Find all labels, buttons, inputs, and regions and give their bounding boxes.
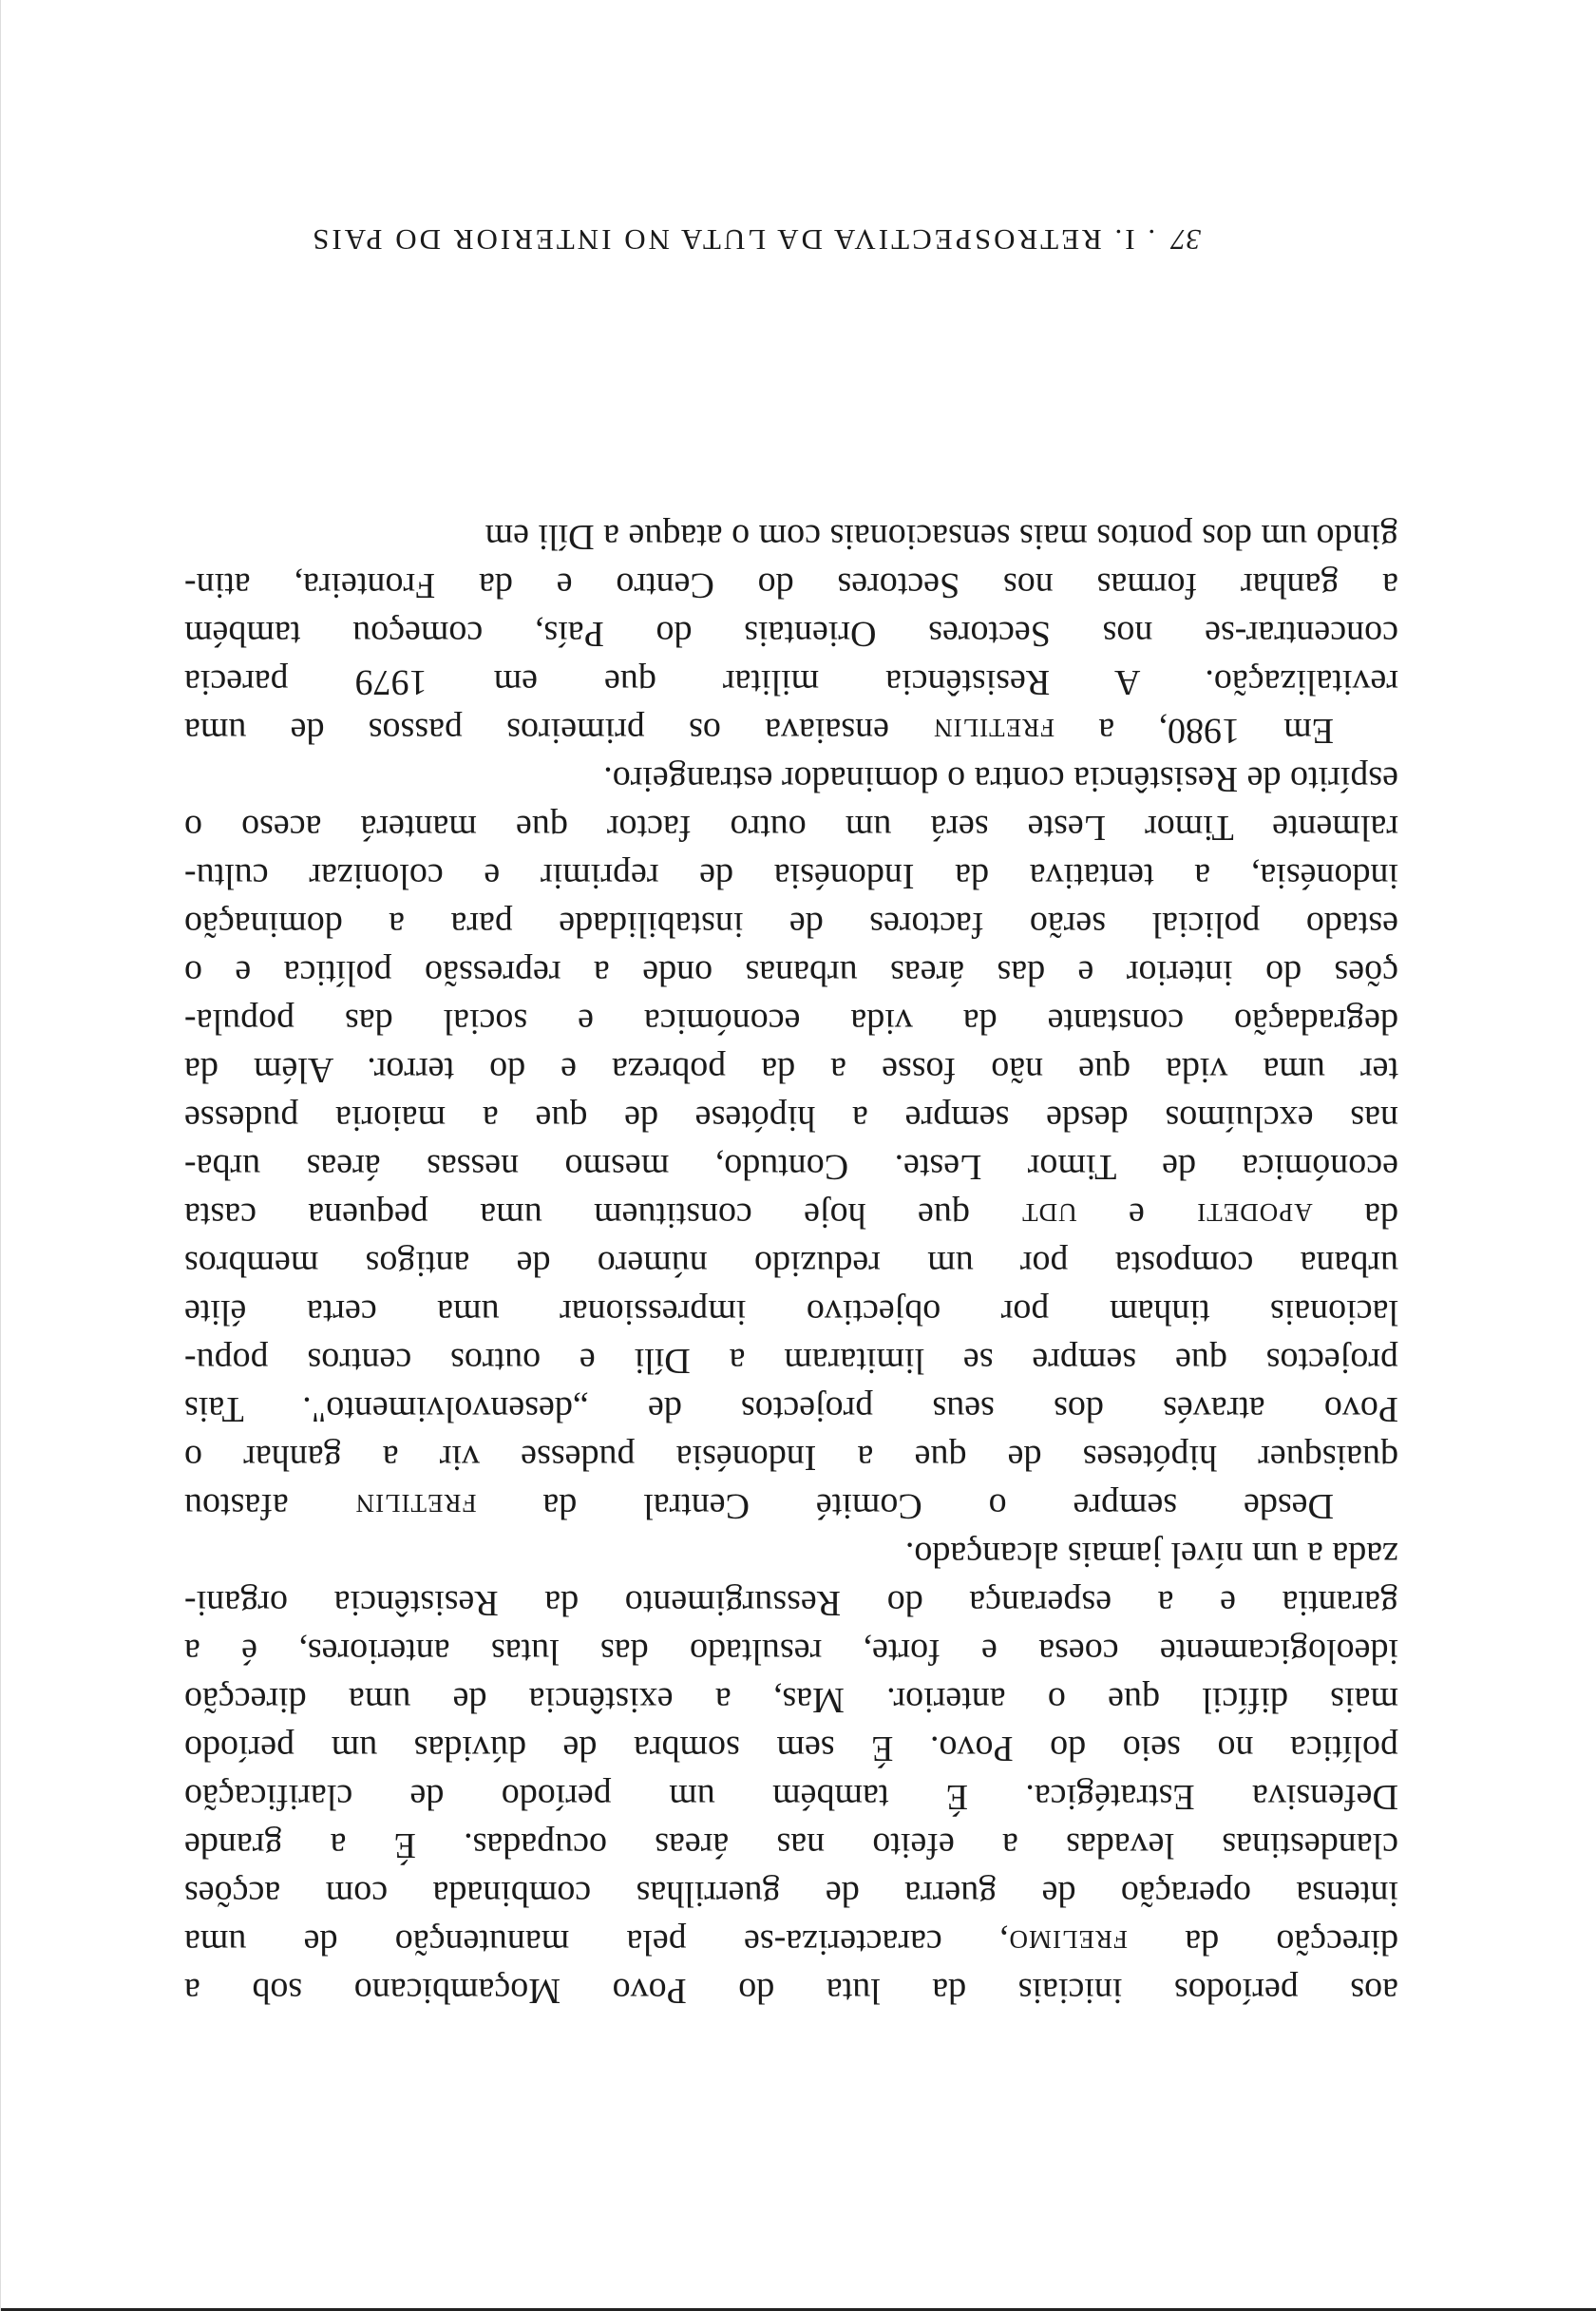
- text-line: aos períodos iniciais da luta do Povo Moçambicano sob a: [184, 1971, 1398, 2011]
- text-line: da APODETI e UDT que hoje constituem uma pequena casta: [184, 1195, 1398, 1235]
- text-line: mais difícil que o anterior. Mas, a existência de uma direcção: [184, 1680, 1398, 1720]
- text-line: Povo através dos seus projectos de „desenvolvimento". Tais: [184, 1389, 1398, 1429]
- text-line: concentrar-se nos Sectores Orientais do País, começou também: [184, 614, 1398, 654]
- paragraph: [184, 754, 1398, 1530]
- scan-edge-line: [0, 0, 1, 2311]
- header-separator: .: [1134, 223, 1166, 257]
- text-line: a ganhar formas nos Sectores do Centro e da Fronteira, atin-: [184, 565, 1398, 605]
- text-line: gindo um dos pontos mais sensacionais com o ataque a Díli em: [484, 517, 1398, 557]
- body-text: [184, 512, 1398, 2015]
- running-header: [276, 222, 1235, 257]
- text-line: direcção da FRELIMO, caracteriza-se pela manutenção de uma: [184, 1922, 1398, 1962]
- text-line: zada a um nível jamais alcançado.: [904, 1535, 1398, 1575]
- text-line: lacionais tinham por objectivo impressionar uma certa élite: [184, 1292, 1398, 1332]
- small-caps-acronym: FRETILIN: [354, 1489, 477, 1518]
- text-line: espírito de Resistência contra o dominador estrangeiro.: [603, 759, 1398, 799]
- small-caps-acronym: UDT: [1021, 1198, 1077, 1227]
- text-line: ções do interior e das áreas urbanas onde a repressão política e o: [184, 953, 1398, 993]
- page-number: 37: [1170, 223, 1201, 257]
- text-line: revitalização. A Resistência militar que em 1979 parecia: [184, 662, 1398, 702]
- text-line: estado policial serão factores de instabilidade para a dominação: [184, 905, 1398, 945]
- text-line: ralmente Timor Leste será um outro factor que manterá aceso o: [184, 808, 1398, 848]
- paragraph: [184, 512, 1398, 754]
- paragraph: [184, 1530, 1398, 2015]
- text-line: indonésia, a tentativa da Indonésia de reprimir e colonizar cultu-: [184, 856, 1398, 896]
- small-caps-acronym: FRELIMO: [1008, 1925, 1129, 1954]
- text-line: quaisquer hipóteses de que a Indonésia pudesse vir a ganhar o: [184, 1438, 1398, 1478]
- text-line: económica de Timor Leste. Contudo, mesmo nessas áreas urba-: [184, 1147, 1398, 1187]
- text-line: clandestinas levadas a efeito nas áreas ocupadas. É a grande: [184, 1825, 1398, 1865]
- text-line: ideologicamente coesa e forte, resultado das lutas anteriores, é a: [184, 1632, 1398, 1671]
- text-line: Defensiva Estratégica. É também um período de clarificação: [184, 1777, 1398, 1817]
- text-line: garantia e a esperança do Ressurgimento da Resistência organi-: [184, 1583, 1398, 1623]
- chapter-title: I. RETROSPECTIVA DA LUTA NO INTERIOR DO PAIS: [310, 223, 1135, 257]
- text-line: projectos que sempre se limitaram a Díli e outros centros popu-: [184, 1341, 1398, 1381]
- text-line: ter uma vida que não fosse a da pobreza e do terror. Além da: [184, 1050, 1398, 1090]
- text-line: política no seio do Povo. É sem sombra de dúvidas um período: [184, 1728, 1398, 1768]
- small-caps-acronym: APODETI: [1196, 1198, 1313, 1227]
- text-line: nas excluímos desde sempre a hipótese de que a maioria pudesse: [184, 1098, 1398, 1138]
- text-line: urbana composta por um reduzido número de antigos membros: [184, 1244, 1398, 1284]
- small-caps-acronym: FRETILIN: [933, 714, 1055, 742]
- text-line: Em 1980, a FRETILIN ensaiava os primeiros passos de uma: [184, 711, 1334, 751]
- text-line: Desde sempre o Comité Central da FRETILIN afastou: [183, 1486, 1334, 1526]
- text-line: intensa operação de guerra de guerrilhas combinada com acções: [184, 1874, 1398, 1914]
- text-line: degradação constante da vida económica e social das popula-: [184, 1002, 1398, 1041]
